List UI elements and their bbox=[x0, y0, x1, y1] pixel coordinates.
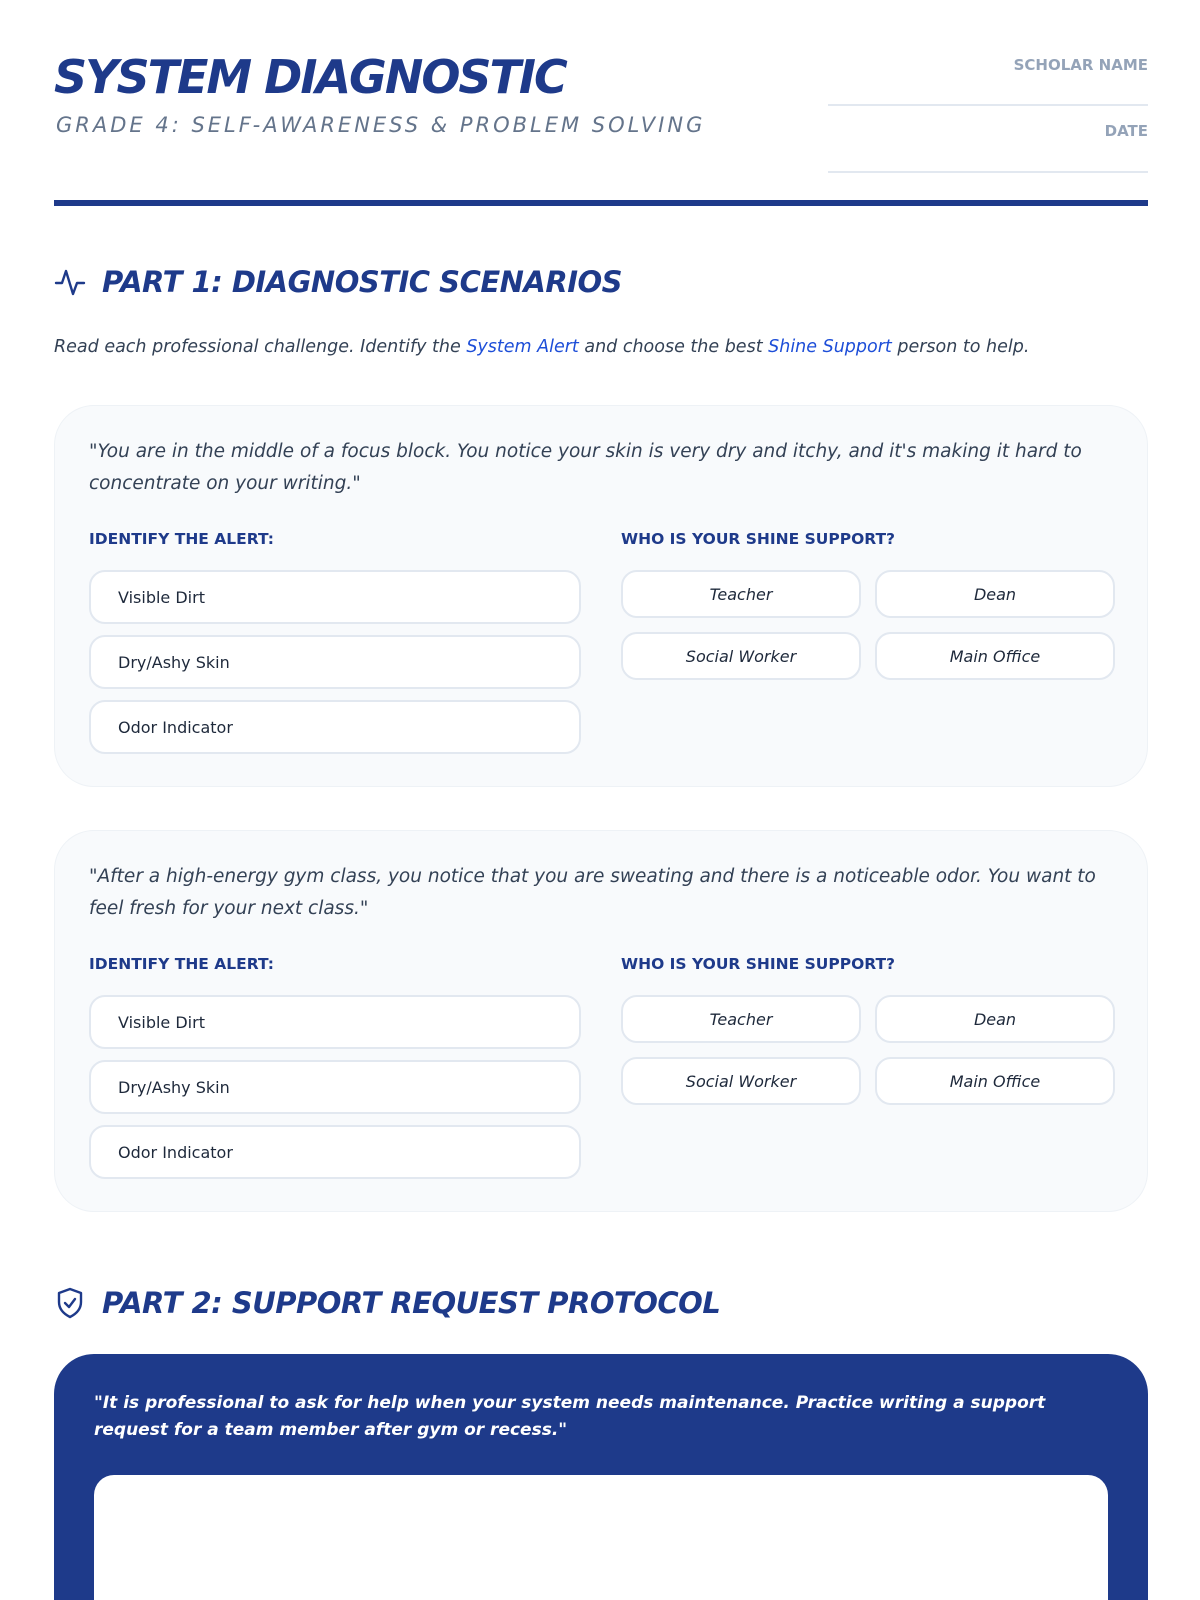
instructions-text-2: and choose the best bbox=[578, 337, 769, 357]
instructions-text-1: Read each professional challenge. Identify the bbox=[54, 337, 467, 357]
alert-option-dry-skin[interactable]: Dry/Ashy Skin bbox=[89, 635, 581, 689]
shine-support-label: WHO IS YOUR SHINE SUPPORT? bbox=[621, 955, 896, 973]
alert-option-visible-dirt[interactable]: Visible Dirt bbox=[89, 570, 581, 624]
support-request-panel bbox=[54, 1354, 1148, 1600]
scenario-quote: "After a high-energy gym class, you notice that you are sweating and there is a noticeable odor. You want to feel fresh for your next class." bbox=[89, 866, 1096, 919]
support-request-writing-area[interactable] bbox=[94, 1475, 1108, 1600]
part2-heading bbox=[54, 1285, 720, 1321]
scenario-card-1 bbox=[54, 405, 1148, 787]
shield-check-icon bbox=[54, 1285, 86, 1321]
identify-alert-label: IDENTIFY THE ALERT: bbox=[89, 530, 274, 548]
date-field[interactable] bbox=[828, 171, 1148, 173]
date-label: DATE bbox=[1104, 122, 1148, 140]
scenario-quote: "You are in the middle of a focus block. You notice your skin is very dry and itchy, and it's making it hard to concentrate on your writing." bbox=[89, 441, 1082, 494]
part1-instructions bbox=[54, 337, 1029, 357]
activity-pulse-icon bbox=[54, 264, 86, 300]
identify-alert-label: IDENTIFY THE ALERT: bbox=[89, 955, 274, 973]
part2-heading-text: PART 2: SUPPORT REQUEST PROTOCOL bbox=[102, 1286, 721, 1320]
scholar-name-label: SCHOLAR NAME bbox=[1013, 56, 1148, 74]
alert-option-odor[interactable]: Odor Indicator bbox=[89, 1125, 581, 1179]
shine-support-highlight: Shine Support bbox=[768, 337, 892, 357]
part1-heading-text: PART 1: DIAGNOSTIC SCENARIOS bbox=[102, 265, 623, 299]
support-option-teacher[interactable]: Teacher bbox=[621, 995, 861, 1043]
system-alert-highlight: System Alert bbox=[466, 337, 579, 357]
support-option-teacher[interactable]: Teacher bbox=[621, 570, 861, 618]
support-option-dean[interactable]: Dean bbox=[875, 570, 1115, 618]
header-divider bbox=[54, 200, 1148, 206]
support-option-main-office[interactable]: Main Office bbox=[875, 632, 1115, 680]
support-option-dean[interactable]: Dean bbox=[875, 995, 1115, 1043]
alert-option-visible-dirt[interactable]: Visible Dirt bbox=[89, 995, 581, 1049]
support-option-social-worker[interactable]: Social Worker bbox=[621, 1057, 861, 1105]
support-option-main-office[interactable]: Main Office bbox=[875, 1057, 1115, 1105]
page-title: SYSTEM DIAGNOSTIC bbox=[54, 50, 566, 104]
support-option-social-worker[interactable]: Social Worker bbox=[621, 632, 861, 680]
scenario-card-2 bbox=[54, 830, 1148, 1212]
part1-heading bbox=[54, 264, 622, 300]
protocol-quote: "It is professional to ask for help when your system needs maintenance. Practice writing a support request for a team member after gym or recess." bbox=[94, 1393, 1046, 1440]
scholar-name-field[interactable] bbox=[828, 104, 1148, 106]
alert-option-dry-skin[interactable]: Dry/Ashy Skin bbox=[89, 1060, 581, 1114]
shine-support-label: WHO IS YOUR SHINE SUPPORT? bbox=[621, 530, 896, 548]
instructions-text-3: person to help. bbox=[891, 337, 1030, 357]
alert-option-odor[interactable]: Odor Indicator bbox=[89, 700, 581, 754]
page-subtitle: GRADE 4: SELF-AWARENESS & PROBLEM SOLVING bbox=[56, 113, 706, 137]
